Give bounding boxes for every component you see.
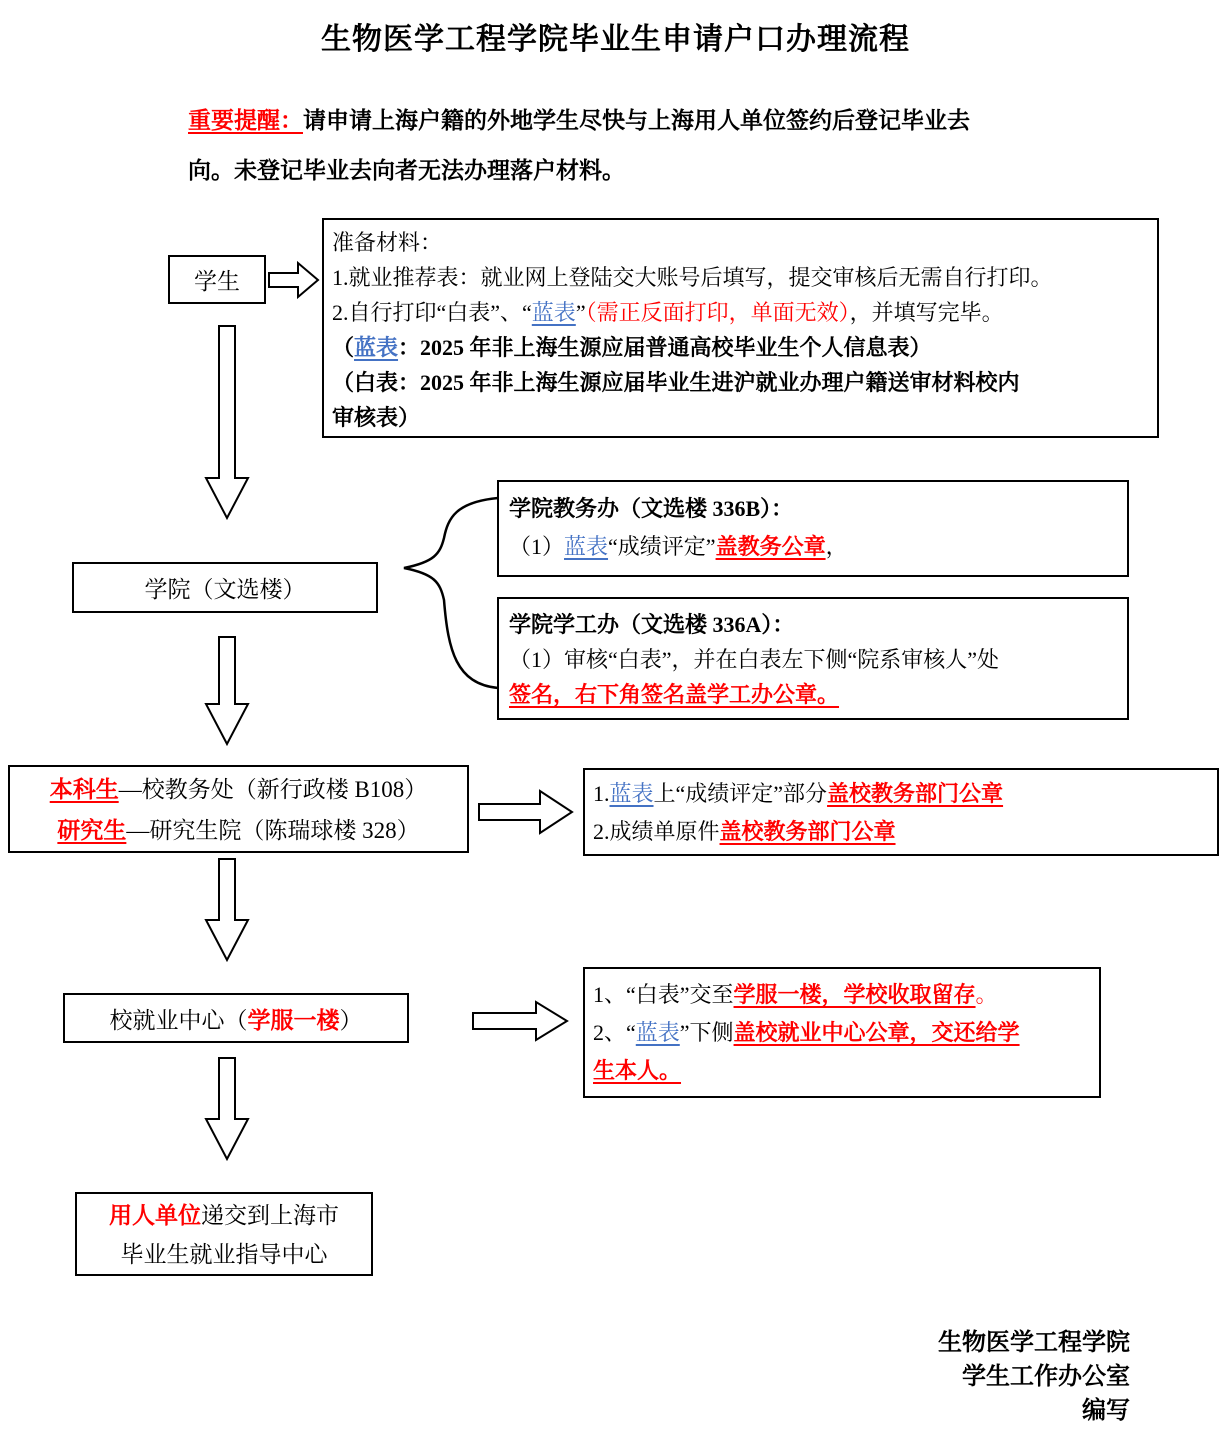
flow-arrow-down-college-to-degree [204,636,250,746]
node-career-center: 校就业中心（ 学服一楼 ） [63,993,409,1043]
node-career-center-steps: 1、“白表”交至学服一楼，学校收取留存。 2、“蓝表”下侧盖校就业中心公章，交还给学 生本人。 [583,967,1101,1098]
node-undergrad-graduate-offices: 本科生—校教务处（新行政楼 B108） 研究生—研究生院（陈瑞球楼 328） [8,765,469,853]
signature-block: 生物医学工程学院 学生工作办公室 编写 [938,1330,1130,1424]
flow-arrow-down-careercenter-to-employer [204,1057,250,1161]
flow-arrow-right-degree-to-steps [478,786,574,838]
flow-arrow-down-degree-to-careercenter [204,858,250,962]
flow-arrow-down-student-to-college [204,325,250,520]
node-student: 学生 [168,255,266,304]
node-prepare-materials: 准备材料： 1.就业推荐表：就业网上登陆交大账号后填写，提交审核后无需自行打印。 2.自行打印“白表”、“蓝表”（需正反面打印，单面无效），并填写完毕。 （蓝表：2025 年非上海生源应届普通高校毕业生个人信息表） （白表：2025 年非上海生源应届毕业生进沪就业办理户籍送审材料校内 审核表） [322,218,1159,438]
page-title: 生物医学工程学院毕业生申请户口办理流程 [321,23,910,56]
node-college-academic-office: 学院教务办（文选楼 336B）： （1）蓝表“成绩评定”盖教务公章， [497,480,1129,577]
flow-brace-college-to-offices [398,488,500,696]
flow-arrow-right-student-to-materials [268,260,320,300]
node-college-student-affairs-office: 学院学工办（文选楼 336A）： （1）审核“白表”，并在白表左下侧“院系审核人”处 签名，右下角签名盖学工办公章。 [497,597,1129,720]
node-college: 学院（文选楼） [72,562,378,613]
node-employer-submission: 用人单位递交到上海市 毕业生就业指导中心 [75,1192,373,1276]
flow-arrow-right-careercenter-to-steps [472,998,569,1044]
node-registrar-stamp-steps: 1.蓝表上“成绩评定”部分盖校教务部门公章 2.成绩单原件盖校教务部门公章 [583,768,1219,856]
important-reminder: 重要提醒：请申请上海户籍的外地学生尽快与上海用人单位签约后登记毕业去 向。未登记毕业去向者无法办理落户材料。 [188,108,970,183]
